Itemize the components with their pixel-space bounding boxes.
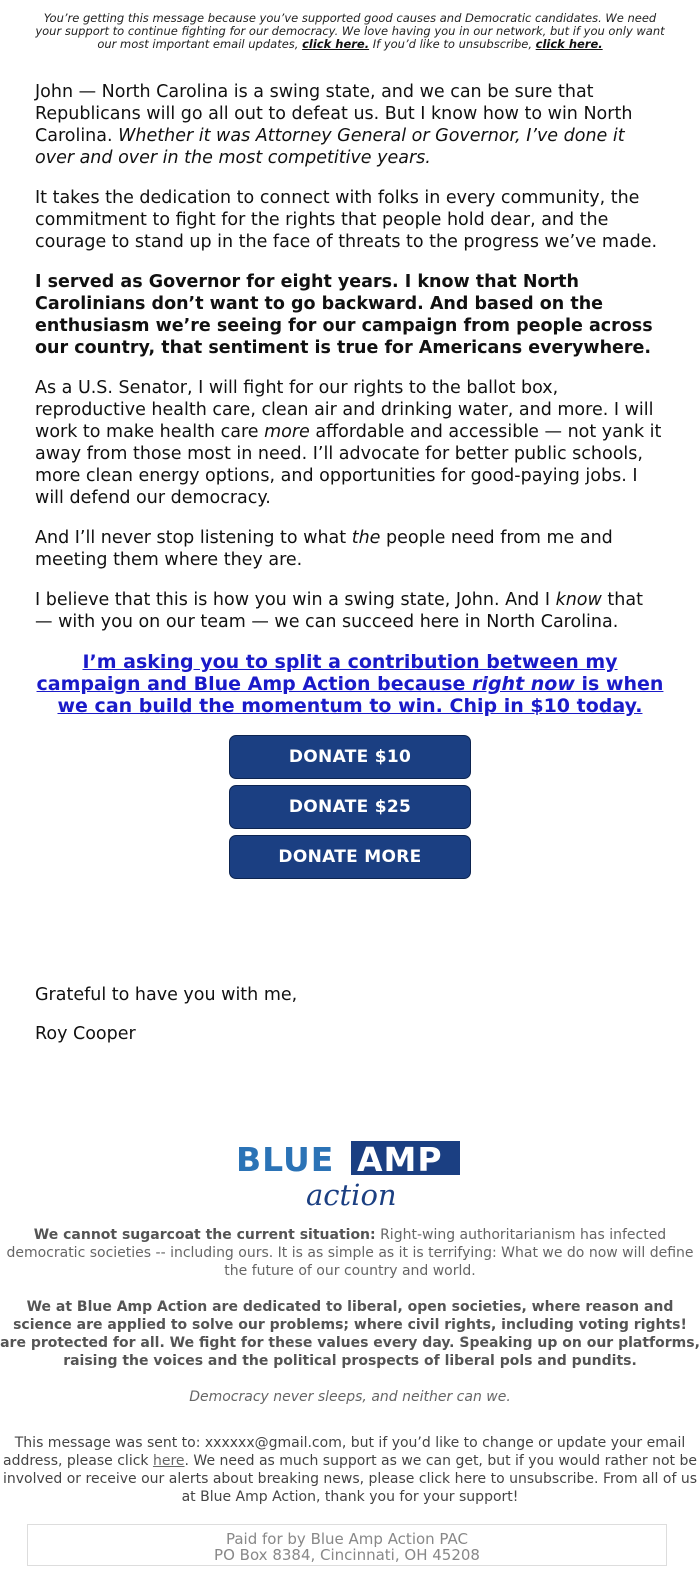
cta-text: is when we can build the momentum to win. Chip in $10 today.: [57, 673, 664, 717]
footer-fine-print: [0, 1434, 700, 1506]
paragraph-text: As a U.S. Senator, I will fight for our rights to the ballot box, reproductive health care, clean air and drinking water, and more. I will work to make health care: [35, 378, 654, 442]
donate-10-button[interactable]: DONATE $10: [229, 735, 471, 779]
paragraph-text: John — North Carolina is a swing state, and we can be sure that Republicans will go all out to defeat us. But I know how to win North Carolina.: [35, 82, 633, 146]
logo-word-amp: AMP: [357, 1141, 443, 1179]
paid-for-by-box: [27, 1524, 667, 1566]
signature-name: Roy Cooper: [35, 1024, 136, 1044]
footer: [0, 1226, 700, 1524]
paragraph-text: people need from me and meeting them where they are.: [35, 528, 613, 570]
tagline-text: Democracy never sleeps, and neither can we.: [189, 1389, 511, 1405]
footer-text: Right-wing authoritarianism has infected democratic societies -- including ours. It is as simple as it is terrifying: What we do now will define the future of our country and world.: [6, 1227, 694, 1279]
paragraph-text: I believe that this is how you win a swing state, John. And I: [35, 590, 556, 610]
cta-link[interactable]: [37, 651, 664, 717]
cta-emphasis: right now: [472, 673, 575, 695]
paragraph-text: affordable and accessible — not yank it away from those most in need. I’ll advocate for better public schools, more clean energy options, and opportunities for good-paying jobs. I will defend our democracy.: [35, 422, 662, 508]
cta-text: I’m asking you to split a contribution between my campaign and Blue Amp Action because: [36, 651, 618, 695]
footer-tagline: [0, 1388, 700, 1406]
donate-buttons: [35, 735, 665, 885]
paragraph-emphasis: know: [555, 590, 602, 610]
email-preferences-link[interactable]: click here.: [302, 37, 370, 51]
paragraph-bold: I served as Governor for eight years. I know that North Carolinians don’t want to go backward. And based on the enthusiasm we’re seeing for our campaign from people across our country, that sentiment is true for Americans everywhere.: [35, 272, 653, 358]
paragraph: [35, 81, 665, 169]
preheader-text: If you’d like to unsubscribe,: [369, 37, 536, 51]
mailing-address: PO Box 8384, Cincinnati, OH 45208: [214, 1546, 480, 1564]
update-email-link[interactable]: here: [152, 1453, 185, 1469]
closing-line: Grateful to have you with me,: [35, 985, 298, 1005]
paragraph-emphasis: the: [351, 528, 381, 548]
footer-paragraph-bold: We at Blue Amp Action are dedicated to liberal, open societies, where reason and science are applied to solve our problems; where civil rights, including voting rights! are protected for all. We fight for these values every day. Speaking up on our platforms, raising the voices and the political prospects of liberal pols and pundits.: [0, 1299, 700, 1369]
email-body: [35, 81, 665, 885]
footer-paragraph: [0, 1226, 700, 1280]
footer-bold: We cannot sugarcoat the current situation:: [33, 1227, 376, 1243]
donate-25-button[interactable]: DONATE $25: [229, 785, 471, 829]
paid-for-by-line: Paid for by Blue Amp Action PAC: [225, 1530, 468, 1548]
fine-print-text: This message was sent to: xxxxxx@gmail.com, but if you’d like to change or update your email address, please click: [3, 1435, 686, 1469]
logo-word-blue: BLUE: [236, 1141, 335, 1179]
fine-print-text: . We need as much support as we can get, but if you would rather not be involved or receive our alerts about breaking news, please click here to unsubscribe. From all of us at Blue Amp Action, thank you for your support!: [3, 1453, 697, 1505]
preheader-text: You’re getting this message because you’ve supported good causes and Democratic candidates. We need your support to continue fighting for our democracy. We love having you in our network, but if you only want our most important email updates,: [35, 11, 665, 51]
paragraph: [35, 527, 665, 571]
blue-amp-action-logo: [236, 1141, 460, 1209]
paragraph: It takes the dedication to connect with folks in every community, the commitment to fight for the rights that people hold dear, and the courage to stand up in the face of threats to the progress we’ve made.: [35, 188, 658, 252]
paragraph: [35, 589, 665, 633]
paragraph-text: that — with you on our team — we can succeed here in North Carolina.: [35, 590, 643, 632]
logo-word-action: action: [306, 1178, 397, 1209]
paragraph-emphasis: Whether it was Attorney General or Governor, I’ve done it over and over in the most competitive years.: [35, 126, 625, 168]
signoff: [35, 984, 297, 1062]
paragraph-text: And I’ll never stop listening to what: [35, 528, 352, 548]
cta-block: [35, 651, 665, 717]
paragraph: [35, 377, 665, 509]
paragraph-emphasis: more: [264, 422, 310, 442]
unsubscribe-link[interactable]: click here.: [535, 37, 603, 51]
donate-more-button[interactable]: DONATE MORE: [229, 835, 471, 879]
preheader: [30, 12, 670, 51]
